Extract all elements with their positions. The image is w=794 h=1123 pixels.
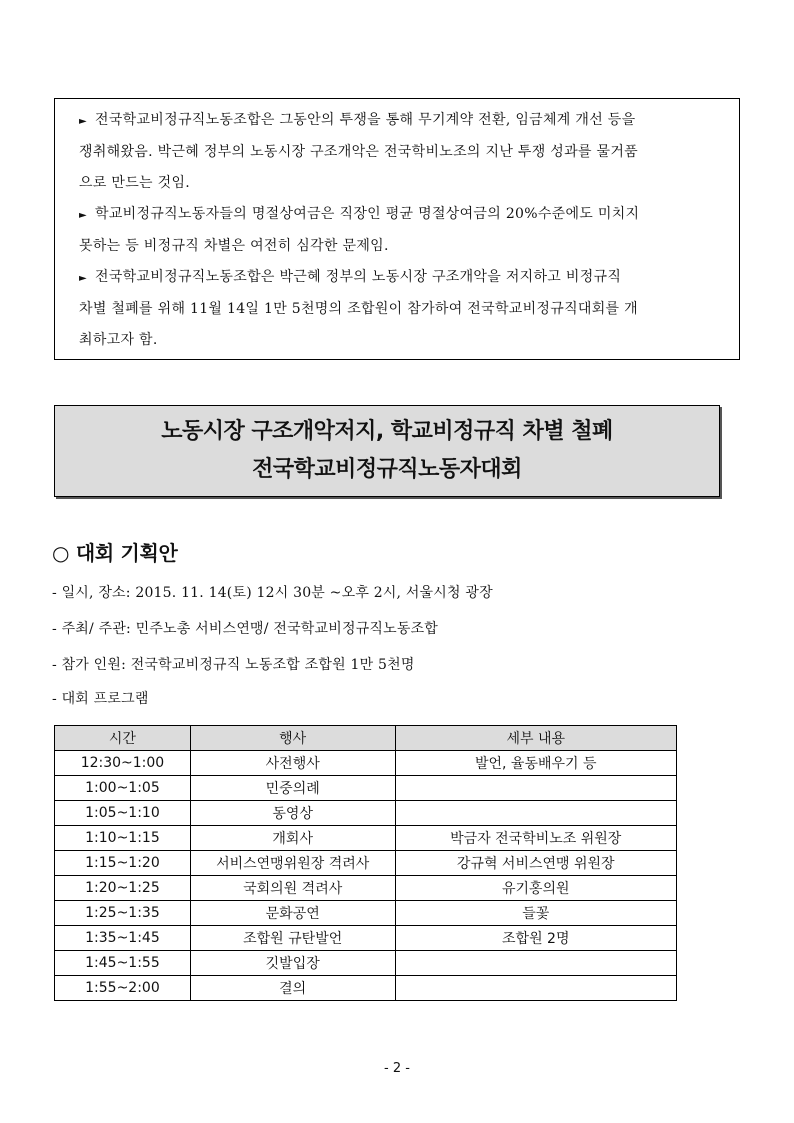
cell-event: 조합원 규탄발언 [190,926,395,951]
section-heading: ○ 대회 기획안 [52,541,178,565]
summary-text: 학교비정규직노동자들의 명절상여금은 직장인 평균 명절상여금의 20%수준에도 미치지 [95,206,640,222]
summary-box [54,98,740,360]
cell-event: 깃발입장 [190,951,395,976]
cell-detail: 들꽃 [395,901,677,926]
event-title-box [54,405,720,497]
summary-text: 전국학교비정규직노동조합은 박근혜 정부의 노동시장 구조개악을 저지하고 비정규직 [95,269,622,285]
cell-event: 사전행사 [190,751,395,776]
table-row [55,926,677,951]
summary-para-1-line-3: 으로 만드는 것임. [79,175,191,191]
cell-time: 1:00~1:05 [55,776,191,801]
cell-time: 1:05~1:10 [55,801,191,826]
event-title-line-2: 전국학교비정규직노동자대회 [252,457,522,482]
cell-event: 국회의원 격려사 [190,876,395,901]
cell-time: 1:15~1:20 [55,851,191,876]
arrow-icon: ► [79,116,87,127]
table-header-row [55,726,677,751]
header-time: 시간 [55,726,191,751]
cell-detail [395,776,677,801]
summary-para-2-first [79,199,731,231]
info-program-label: - 대회 프로그램 [52,691,149,707]
cell-detail: 발언, 율동배우기 등 [395,751,677,776]
event-title-line-1: 노동시장 구조개악저지, 학교비정규직 차별 철폐 [161,419,613,444]
summary-para-3-line-2: 차별 철폐를 위해 11월 14일 1만 5천명의 조합원이 참가하여 전국학교비정규직대회를 개 [79,301,638,317]
table-row [55,751,677,776]
cell-event: 문화공연 [190,901,395,926]
cell-detail: 조합원 2명 [395,926,677,951]
cell-time: 1:25~1:35 [55,901,191,926]
cell-detail [395,976,677,1001]
cell-event: 개회사 [190,826,395,851]
cell-time: 12:30~1:00 [55,751,191,776]
cell-event: 동영상 [190,801,395,826]
summary-para-3-first [79,262,731,294]
summary-para-1-first [79,105,731,137]
info-participants: - 참가 인원: 전국학교비정규직 노동조합 조합원 1만 5천명 [52,657,415,673]
cell-detail [395,951,677,976]
summary-para-3-line-3: 최하고자 함. [79,332,158,348]
cell-time: 1:10~1:15 [55,826,191,851]
arrow-icon: ► [79,210,87,221]
summary-text: 전국학교비정규직노동조합은 그동안의 투쟁을 통해 무기계약 전환, 임금체계 개선 등을 [95,112,636,128]
table-row [55,776,677,801]
arrow-icon: ► [79,273,87,284]
info-organizer: - 주최/ 주관: 민주노총 서비스연맹/ 전국학교비정규직노동조합 [52,621,439,637]
table-row [55,901,677,926]
header-event: 행사 [190,726,395,751]
info-date-place: - 일시, 장소: 2015. 11. 14(토) 12시 30분 ~오후 2시, 서울시청 광장 [52,585,493,601]
cell-detail: 박금자 전국학비노조 위원장 [395,826,677,851]
table-row [55,976,677,1001]
cell-event: 결의 [190,976,395,1001]
table-row [55,801,677,826]
cell-time: 1:35~1:45 [55,926,191,951]
page-number: - 2 - [384,1061,410,1076]
table-row [55,876,677,901]
cell-detail [395,801,677,826]
cell-time: 1:45~1:55 [55,951,191,976]
header-detail: 세부 내용 [395,726,677,751]
cell-detail: 강규혁 서비스연맹 위원장 [395,851,677,876]
program-table [54,725,677,1001]
summary-para-2-line-2: 못하는 등 비정규직 차별은 여전히 심각한 문제임. [79,238,389,254]
cell-event: 서비스연맹위원장 격려사 [190,851,395,876]
cell-detail: 유기홍의원 [395,876,677,901]
table-row [55,951,677,976]
cell-time: 1:20~1:25 [55,876,191,901]
cell-time: 1:55~2:00 [55,976,191,1001]
cell-event: 민중의례 [190,776,395,801]
table-row [55,851,677,876]
summary-para-1-line-2: 쟁취해왔음. 박근혜 정부의 노동시장 구조개악은 전국학비노조의 지난 투쟁 성과를 물거품 [79,144,638,160]
table-row [55,826,677,851]
